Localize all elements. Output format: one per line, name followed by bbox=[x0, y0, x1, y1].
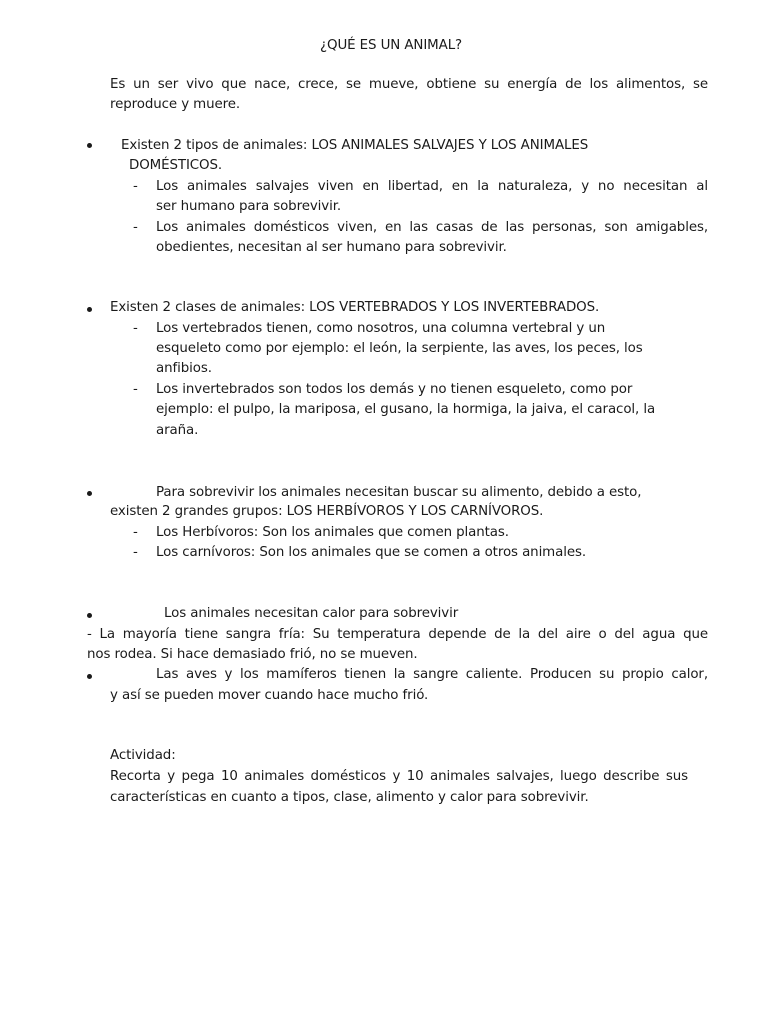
section4-cold-line-2: nos rodea. Si hace demasiado frió, no se mueven. bbox=[87, 647, 418, 662]
section3-lead-line-2: existen 2 grandes grupos: LOS HERBÍVOROS Y LOS CARNÍVOROS. bbox=[110, 504, 544, 519]
bullet bbox=[87, 143, 92, 148]
section2-item-2-line-3: araña. bbox=[156, 423, 199, 438]
dash-marker: - bbox=[133, 321, 138, 336]
bullet bbox=[87, 307, 92, 312]
section2-item-2-line-2: ejemplo: el pulpo, la mariposa, el gusano, la hormiga, la jaiva, el caracol, la bbox=[156, 402, 656, 417]
dash-marker: - bbox=[133, 382, 138, 397]
intro-line-1: Es un ser vivo que nace, crece, se mueve, obtiene su energía de los alimentos, se bbox=[110, 77, 708, 92]
section3-item-1: Los Herbívoros: Son los animales que comen plantas. bbox=[156, 525, 509, 540]
section1-item-1-line-1: Los animales salvajes viven en libertad, en la naturaleza, y no necesitan al bbox=[156, 179, 708, 194]
section1-lead-line-1: Existen 2 tipos de animales: LOS ANIMALES SALVAJES Y LOS ANIMALES bbox=[121, 138, 589, 153]
section1-lead-line-2: DOMÉSTICOS. bbox=[129, 158, 223, 173]
section4-cold-line-1: - La mayoría tiene sangra fría: Su temperatura depende de la del aire o del agua que bbox=[87, 627, 708, 642]
activity-heading: Actividad: bbox=[110, 748, 176, 763]
section2-item-1-line-2: esqueleto como por ejemplo: el león, la serpiente, las aves, los peces, los bbox=[156, 341, 643, 356]
bullet bbox=[87, 674, 92, 679]
bullet bbox=[87, 613, 92, 618]
section3-lead-line-1: Para sobrevivir los animales necesitan buscar su alimento, debido a esto, bbox=[156, 485, 642, 500]
intro-line-2: reproduce y muere. bbox=[110, 97, 241, 112]
section1-item-2-line-1: Los animales domésticos viven, en las casas de las personas, son amigables, bbox=[156, 220, 708, 235]
section4-warm-line-2: y así se pueden mover cuando hace mucho frió. bbox=[110, 688, 429, 703]
section3-item-2: Los carnívoros: Son los animales que se comen a otros animales. bbox=[156, 545, 587, 560]
section1-item-2-line-2: obedientes, necesitan al ser humano para sobrevivir. bbox=[156, 240, 507, 255]
section1-item-1-line-2: ser humano para sobrevivir. bbox=[156, 199, 342, 214]
dash-marker: - bbox=[133, 179, 138, 194]
section4-warm-line-1: Las aves y los mamíferos tienen la sangre caliente. Producen su propio calor, bbox=[156, 667, 708, 682]
section2-lead: Existen 2 clases de animales: LOS VERTEBRADOS Y LOS INVERTEBRADOS. bbox=[110, 300, 600, 315]
bullet bbox=[87, 491, 92, 496]
page-title: ¿QUÉ ES UN ANIMAL? bbox=[320, 38, 463, 53]
section2-item-2-line-1: Los invertebrados son todos los demás y no tienen esqueleto, como por bbox=[156, 382, 633, 397]
section4-lead: Los animales necesitan calor para sobrevivir bbox=[164, 606, 459, 621]
dash-marker: - bbox=[133, 545, 138, 560]
section2-item-1-line-3: anfibios. bbox=[156, 361, 212, 376]
activity-line-1: Recorta y pega 10 animales domésticos y 10 animales salvajes, luego describe sus bbox=[110, 769, 688, 784]
section2-item-1-line-1: Los vertebrados tienen, como nosotros, una columna vertebral y un bbox=[156, 321, 606, 336]
activity-line-2: características en cuanto a tipos, clase, alimento y calor para sobrevivir. bbox=[110, 790, 589, 805]
dash-marker: - bbox=[133, 220, 138, 235]
dash-marker: - bbox=[133, 525, 138, 540]
